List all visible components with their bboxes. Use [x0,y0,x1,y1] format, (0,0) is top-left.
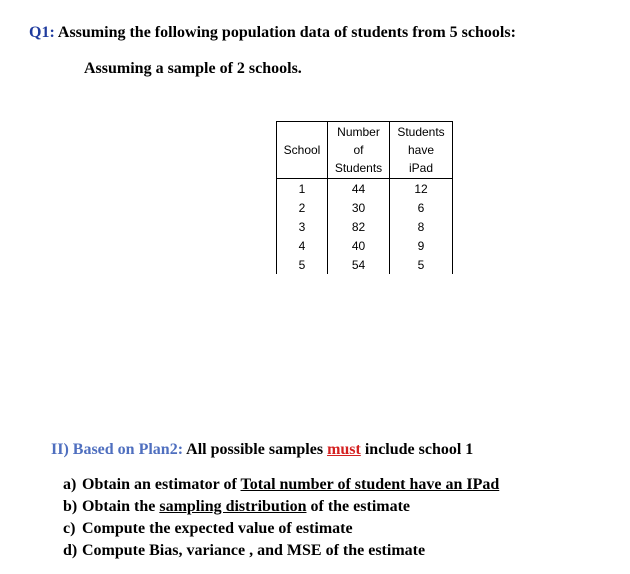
question-title [29,24,516,42]
cell-school: 2 [277,198,328,217]
task-underlined: sampling distribution [159,498,307,515]
cell-ipad: 9 [390,236,453,255]
list-item [63,496,499,518]
header-students-have-ipad: Students have iPad [390,122,453,179]
task-letter: b) [63,498,78,515]
population-table [276,121,453,274]
cell-ipad: 5 [390,255,453,274]
task-letter: c) [63,520,76,537]
task-text: Obtain an estimator of [82,476,241,493]
question-text: Assuming the following population data of students from 5 schools: [54,24,516,41]
cell-ipad: 8 [390,217,453,236]
cell-school: 3 [277,217,328,236]
part2-text2: include school 1 [360,441,474,458]
task-list [63,474,499,562]
table-row [277,179,453,199]
task-text-post: of the estimate [306,498,411,515]
task-text: Compute Bias, variance , and MSE of the estimate [82,542,426,559]
list-item [63,474,499,496]
question-subtitle: Assuming a sample of 2 schools. [84,60,302,77]
cell-school: 4 [277,236,328,255]
table-row [277,236,453,255]
cell-students: 30 [328,198,390,217]
table-row [277,255,453,274]
list-item [63,518,499,540]
question-number: Q1: [29,24,55,41]
cell-school: 5 [277,255,328,274]
part2-prefix: II) Based on Plan2: [51,441,184,458]
table-row [277,198,453,217]
header-school: School [277,122,328,179]
cell-students: 54 [328,255,390,274]
cell-ipad: 6 [390,198,453,217]
list-item [63,540,499,562]
part2-must: must [327,441,361,458]
task-letter: d) [63,542,78,559]
part2-text1: All possible samples [183,441,328,458]
table-row [277,217,453,236]
cell-students: 40 [328,236,390,255]
cell-ipad: 12 [390,179,453,199]
task-letter: a) [63,476,77,493]
task-text: Obtain the [82,498,160,515]
task-underlined: Total number of student have an IPad [240,476,500,493]
header-number-of-students: Number of Students [328,122,390,179]
cell-school: 1 [277,179,328,199]
part2-heading [51,441,473,459]
cell-students: 82 [328,217,390,236]
cell-students: 44 [328,179,390,199]
task-text: Compute the expected value of estimate [82,520,353,537]
